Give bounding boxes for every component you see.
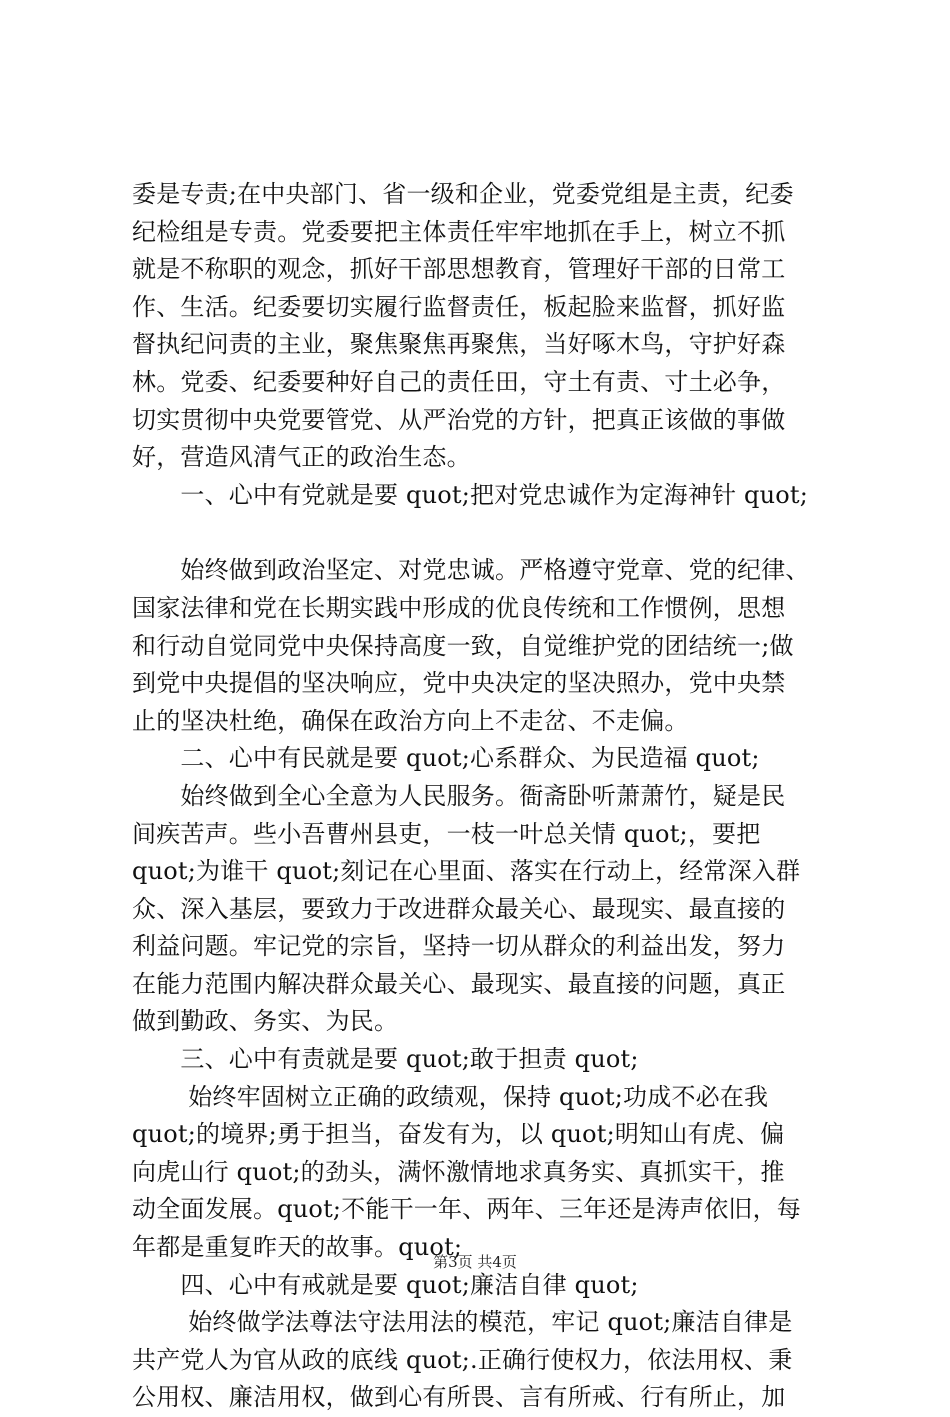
text-line: 督执纪问责的主业，聚焦聚焦再聚焦，当好啄木鸟，守护好森 <box>132 330 786 359</box>
text-line: 到党中央提倡的坚决响应，党中央决定的坚决照办，党中央禁 <box>132 669 786 698</box>
text-line: 间疾苦声。些小吾曹州县吏，一枝一叶总关情 quot;，要把 <box>132 819 761 848</box>
text-line: 切实贯彻中央党要管党、从严治党的方针，把真正该做的事做 <box>132 405 786 434</box>
text-line: 委是专责;在中央部门、省一级和企业，党委党组是主责，纪委 <box>132 180 794 208</box>
text-line: 好，营造风清气正的政治生态。 <box>132 443 471 472</box>
text-line: 止的坚决杜绝，确保在政治方向上不走岔、不走偏。 <box>132 706 689 735</box>
text-line: 林。党委、纪委要种好自己的责任田，守土有责、寸土必争， <box>132 367 786 396</box>
text-line: 始终做到全心全意为人民服务。衙斋卧听萧萧竹，疑是民 <box>132 781 786 810</box>
text-line: 三、心中有责就是要 quot;敢于担责 quot; <box>132 1045 639 1074</box>
text-line: 就是不称职的观念，抓好干部思想教育，管理好干部的日常工 <box>132 255 786 284</box>
text-line: 始终做到政治坚定、对党忠诚。严格遵守党章、党的纪律、 <box>132 556 810 585</box>
text-line: 四、心中有戒就是要 quot;廉洁自律 quot; <box>132 1270 639 1299</box>
text-line: 二、心中有民就是要 quot;心系群众、为民造福 quot; <box>132 744 760 773</box>
text-line: 公用权、廉洁用权，做到心有所畏、言有所戒、行有所止，加 <box>132 1383 786 1412</box>
text-line: 一、心中有党就是要 quot;把对党忠诚作为定海神针 quot; <box>132 480 809 509</box>
text-line: 动全面发展。quot;不能干一年、两年、三年还是涛声依旧，每 <box>132 1195 801 1224</box>
page-footer: 第3页 共4页 <box>433 1253 517 1271</box>
text-line: 向虎山行 quot;的劲头，满怀激情地求真务实、真抓实干，推 <box>132 1157 785 1186</box>
text-line: 作、生活。纪委要切实履行监督责任，板起脸来监督，抓好监 <box>132 292 786 321</box>
text-line: 始终牢固树立正确的政绩观，保持 quot;功成不必在我 <box>132 1082 769 1111</box>
text-line: 利益问题。牢记党的宗旨，坚持一切从群众的利益出发，努力 <box>132 932 786 961</box>
text-line: 始终做学法尊法守法用法的模范，牢记 quot;廉洁自律是 <box>132 1308 793 1337</box>
text-line: 年都是重复昨天的故事。quot; <box>132 1233 463 1262</box>
text-line: 在能力范围内解决群众最关心、最现实、最直接的问题，真正 <box>132 969 786 998</box>
text-line: 国家法律和党在长期实践中形成的优良传统和工作惯例，思想 <box>132 593 786 622</box>
text-line: 和行动自觉同党中央保持高度一致，自觉维护党的团结统一;做 <box>132 631 794 660</box>
text-line: quot;的境界;勇于担当，奋发有为，以 quot;明知山有虎、偏 <box>132 1120 785 1149</box>
paragraph-block-b <box>132 552 832 1417</box>
text-line: 做到勤政、务实、为民。 <box>132 1007 399 1036</box>
text-line: 众、深入基层，要致力于改进群众最关心、最现实、最直接的 <box>132 894 786 923</box>
text-line: 纪检组是专责。党委要把主体责任牢牢地抓在手上，树立不抓 <box>132 217 786 246</box>
text-line: 共产党人为官从政的底线 quot;.正确行使权力，依法用权、秉 <box>132 1345 793 1374</box>
paragraph-block-a <box>132 176 832 514</box>
blank-line <box>132 514 832 552</box>
text-line: quot;为谁干 quot;刻记在心里面、落实在行动上，经常深入群 <box>132 857 801 886</box>
body-text <box>132 176 832 1417</box>
